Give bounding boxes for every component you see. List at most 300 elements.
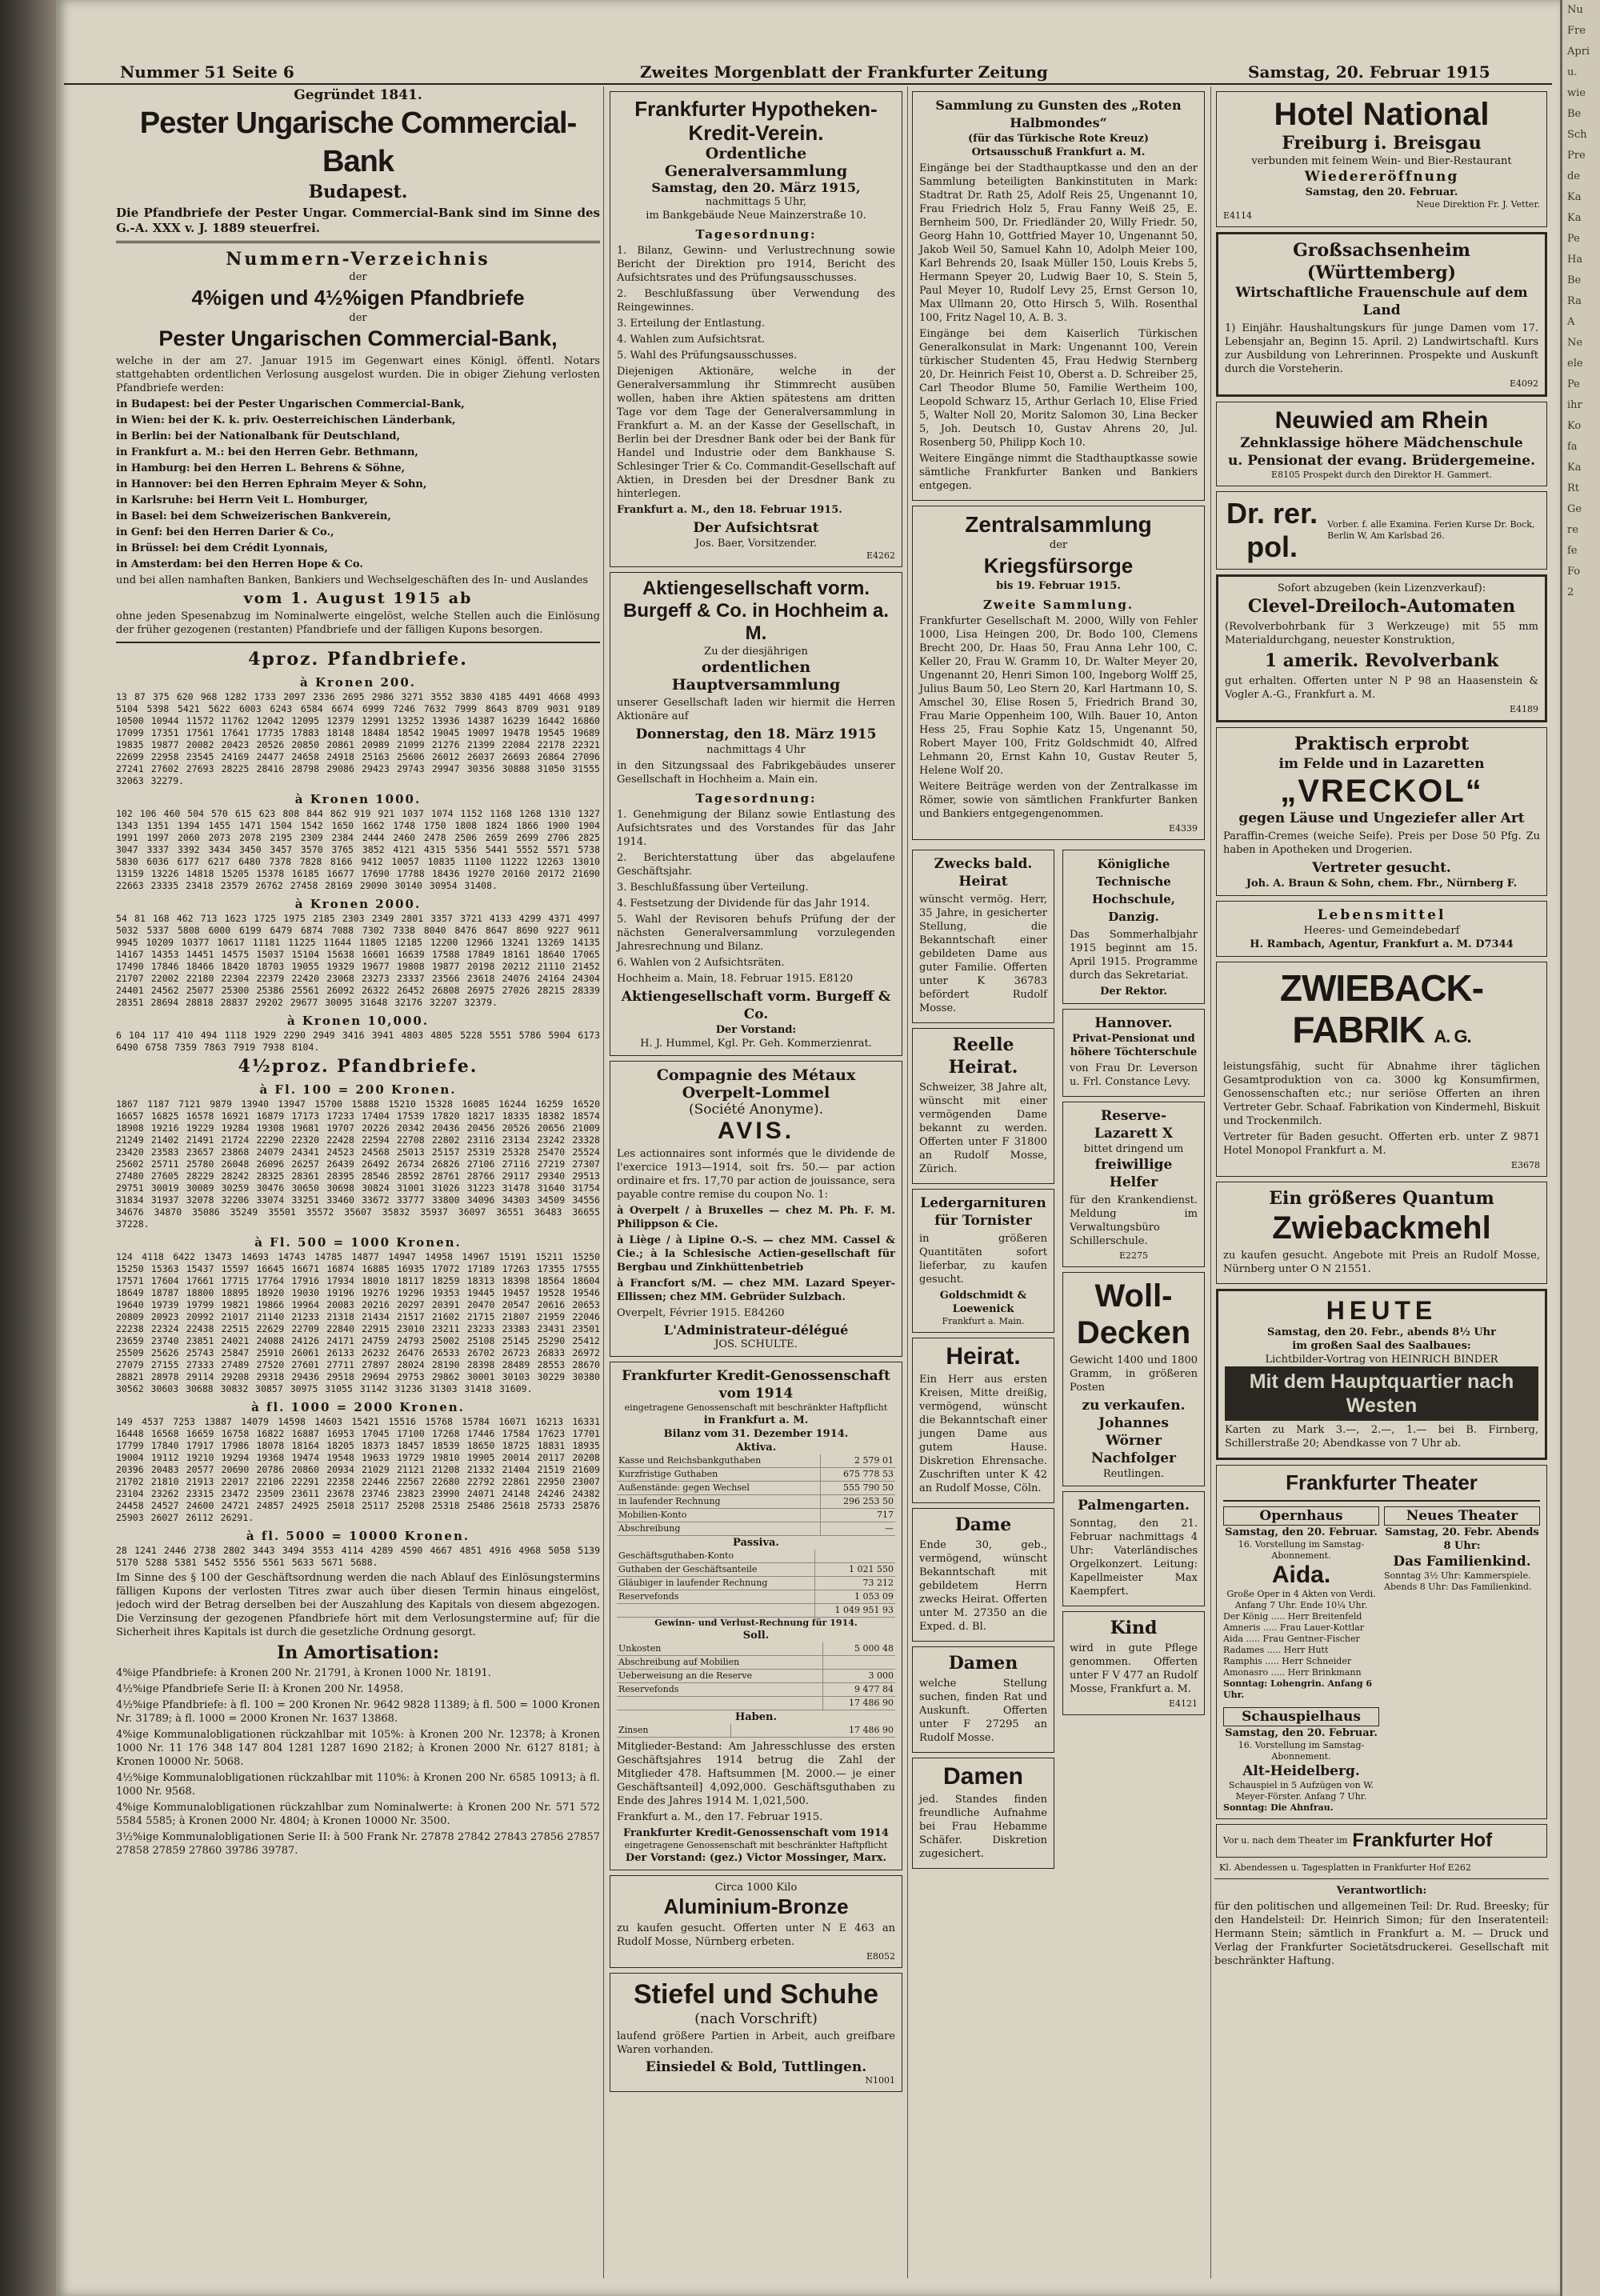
amortisation-line: 4½%ige Kommunalobligationen rückzahlbar mit 110%: à Kronen 200 Nr. 6585 10913; à fl. 1000 Nr. 9568. [116, 1771, 600, 1798]
ad-title: Woll-Decken [1076, 1278, 1191, 1350]
agenda-title: Tagesordnung: [695, 791, 817, 806]
ad-heute-vortrag [1216, 1289, 1547, 1460]
ad-subtitle: (nach Vorschrift) [694, 2010, 818, 2027]
ad-title: Damen [942, 1763, 1024, 1790]
ad-text: Vor u. nach dem Theater im [1223, 1834, 1348, 1846]
amortisation-list [116, 1666, 600, 1858]
ad-der: der [1049, 539, 1068, 551]
ad-code: E8105 [1271, 470, 1301, 480]
row-amount: 555 790 50 [820, 1482, 895, 1495]
ad-code: E3678 [1510, 1160, 1540, 1170]
ad-text: Ein Herr aus ersten Kreisen, Mitte dreißig, vermögend, wünscht die Bekanntschaft einer jungen Dame aus gutem Hause. Diskretion Ehrensache. Zuschriften unter K 42 an Rudolf Mosse, Cöln. [919, 1374, 1047, 1494]
payment-place: à Liège / à Lipine O.-S. — chez MM. Cassel & Cie.; à la Schlesische Actien-gesellschaft für Bergbau und Zinkhüttenbetrieb [617, 1234, 895, 1274]
next-page-fragment: 2 [1567, 586, 1574, 598]
amortisation-title: In Amortisation: [276, 1642, 440, 1663]
ad-text: (Revolverbohrbank für 3 Werkzeuge) mit 55 mm Materialdurchgang, neuester Konstruktion, [1225, 621, 1538, 646]
ad-subtitle [1214, 1862, 1549, 1874]
ad-title: Zwiebackmehl [1272, 1210, 1491, 1246]
ad-subtitle: Wirtschaftliche Frauenschule auf dem Land [1235, 285, 1528, 318]
title-suffix: A. G. [1434, 1026, 1471, 1046]
schauspielhaus-text: Schauspiel in 5 Aufzügen von W. Meyer-Förster. Anfang 7 Uhr. [1228, 1779, 1374, 1802]
ad-time: nachmittags 5 Uhr, [705, 196, 807, 208]
ad-title: Großsachsenheim (Württemberg) [1293, 240, 1470, 283]
sign-date: Hochheim a. Main, 18. Februar 1915. [617, 973, 816, 985]
ad-title [1223, 967, 1540, 1058]
ad-dr-rer-pol [1216, 491, 1547, 570]
next-page-fragment: Pre [1567, 150, 1586, 162]
ad-text: Vertreter für Baden gesucht. Offerten erb. unter Z 9871 Hotel Monopol Frankfurt a. M. [1223, 1131, 1540, 1157]
ad-reopening: Wiedereröffnung [1304, 169, 1459, 185]
table-row [617, 1604, 895, 1618]
ad-title: Königliche Technische Hochschule, Danzig. [1091, 857, 1176, 924]
ad-subtitle: Privat-Pensionat und höhere Töchterschule [1070, 1033, 1198, 1058]
denomination-label: à fl. 1000 = 2000 Kronen. [251, 1399, 465, 1414]
sign-date: Overpelt, Février 1915. [617, 1307, 741, 1319]
next-page-fragment: Be [1567, 274, 1582, 286]
ad-title: HEUTE [1326, 1296, 1438, 1325]
agenda-item: 5. Wahl der Revisoren behufs Prüfung der der nächsten Generalversammlung vorzulegenden Jahresrechnung und Bilanz. [617, 914, 895, 953]
ad-text: Paraffin-Cremes (weiche Seife). Preis per Dose 50 Pfg. Zu haben in Apotheken und Drogerien. [1223, 830, 1540, 856]
next-page-fragment: Pe [1567, 378, 1580, 390]
ad-sign: Aktiengesellschaft vorm. Burgeff & Co. [621, 989, 891, 1022]
next-page-fragment: fe [1567, 545, 1578, 557]
founded-line: Gegründet 1841. [294, 87, 422, 103]
ad-code: E4339 [1168, 823, 1198, 834]
ad-date: bis 19. Februar 1915. [996, 580, 1121, 592]
newspaper-title: Zweites Morgenblatt der Frankfurter Zeitung [640, 62, 1048, 82]
payment-place: in Budapest: bei der Pester Ungarischen Commercial-Bank, [116, 398, 465, 410]
ad-code: E2275 [1118, 1250, 1149, 1261]
ad-note: Mitglieder-Bestand: Am Jahresschlusse des ersten Geschäftsjahres 1914 betrug die Zahl der Mitglieder 478. Haftsummen [M. 2000.— je einer Geschäftsanteil] 4,092,000. Geschäftsguthaben zu Ende des Jahres 1914 M. 1,021,500. [617, 1741, 895, 1807]
ad-subtitle: (Société Anonyme). [688, 1102, 824, 1118]
ad-hypotheken-verein [610, 91, 902, 567]
passiva-label: Passiva. [733, 1537, 779, 1549]
section-4-title: 4proz. Pfandbriefe. [248, 648, 468, 670]
ad-title: Clevel-Dreiloch-Automaten [1247, 596, 1516, 617]
aktiva-label: Aktiva. [735, 1442, 777, 1454]
agenda-item: 4. Wahlen zum Aufsichtsrat. [617, 334, 766, 346]
list-der-2: der [349, 312, 367, 324]
row-amount: 2 579 01 [820, 1454, 895, 1468]
ad-title: Frankfurter Kredit-Genossenschaft vom 1914 [622, 1368, 890, 1402]
ad-text: gegen Läuse und Ungeziefer aller Art [1238, 810, 1525, 826]
ad-text: Prospekt durch den Direktor H. Gammert. [1302, 470, 1492, 480]
row-label: Kasse und Reichsbankguthaben [617, 1454, 820, 1468]
payment-places [617, 1204, 895, 1304]
hof-sub: Kl. Abendessen u. Tagesplatten in Frankfurter Hof [1219, 1862, 1446, 1873]
ad-title: Frankfurter Hof [1352, 1829, 1493, 1851]
from-date: vom 1. August 1915 ab [243, 590, 473, 607]
ad-heirat [912, 850, 1054, 1023]
ad-ledergarnituren [912, 1189, 1054, 1333]
next-page-fragment: Nu [1567, 4, 1583, 16]
number-list: 149 4537 7253 13887 14079 14598 14603 15421 15516 15768 15784 16071 16213 16331 16448 16568 16659 16758 16822 16887 16953 17045 17100 17268 17446 17584 17623 17701 17799 17840 17917 17986 18078 18164 18205 18373 18457 18539 18650 18725 18831 18935 19004 19112 19210 19294 19368 19474 19548 19633 19729 19810 19905 20014 20117 20208 20396 20483 20577 20690 20786 20860 20934 21029 21121 21208 21332 21404 21519 21609 21702 21810 21913 22017 22106 22291 22358 22446 22567 22680 22792 22861 22950 23007 23104 23262 23315 23472 23509 23611 23678 23746 23823 23990 24071 24148 24246 24382 24458 24527 24600 24721 24857 24925 25018 25117 25208 25318 25486 25618 25733 25876 25903 26027 26112 26291. [116, 1415, 600, 1523]
ad-title: Stiefel und Schuhe [633, 1979, 879, 2010]
ad-dame [912, 1508, 1054, 1642]
ad-sign-date [617, 972, 895, 986]
ad-title: Palmengarten. [1078, 1498, 1190, 1514]
ad-code: D7344 [1475, 938, 1514, 950]
table-row [617, 1522, 895, 1536]
ad-zentralsammlung [912, 506, 1205, 840]
ad-title: Zwecks bald. Heirat [934, 856, 1033, 890]
passiva-table [617, 1550, 895, 1618]
ad-hannover [1062, 1009, 1205, 1097]
ad-title: Reelle Heirat. [948, 1034, 1018, 1078]
row-amount: 17 486 90 [731, 1724, 895, 1738]
payment-place: in Brüssel: bei dem Crédit Lyonnais, [116, 542, 328, 554]
ad-automaten [1216, 574, 1547, 722]
bank-city: Budapest. [308, 182, 408, 202]
ad-body: Eingänge bei der Stadthauptkasse und den an der Sammlung beteiligten Bankinstituten in Mark: Stadtrat Dr. Rath 25, Adolf Reis 25, Ungenannt 10, Frau Friedrich Holz 5, Frau Fanny Weiß 25, E. Bernheim 500, Dr. Friedländer 20, Willy Friedr. 50, Georg Hahn 10, Gottfried Mayer 10, Ungenannt 50, Jakob Weil 50, Samuel Kahn 10, Adolph Meier 100, Karl Behrends 20, Isaak Müller 150, Louis Krebs 5, Hermann Speyer 20, Ludwig Baer 10, S. Stein 5, Paul Meyer 10, Rudolf Levy 25, Ernst Gerson 10, Max Ullmann 20, Otto Hirsch 5, Wilh. Rosenthal 100, Fritz Nagel 10, A. B. 3. [919, 162, 1198, 324]
ad-aluminium [610, 1875, 902, 1968]
table-row [617, 1482, 895, 1495]
list-title: Nummern-Verzeichnis [226, 249, 490, 270]
number-list: 102 106 460 504 570 615 623 808 844 862 919 921 1037 1074 1152 1168 1268 1310 1327 1343 1351 1394 1455 1471 1504 1542 1650 1662 1748 1750 1808 1824 1866 1900 1904 1991 1997 2060 2073 2078 2195 2309 2384 2444 2460 2478 2506 2659 2699 2706 2825 3047 3337 3392 3434 3450 3457 3570 3765 3852 4121 4315 5356 5441 5552 5571 5738 5830 6036 6177 6217 6480 7378 7828 8166 9412 10057 10835 11100 11222 12263 13010 13159 13226 14818 15205 15378 16185 16677 17690 17788 18436 19270 20160 20172 21690 22663 23335 23418 23579 26762 27458 28169 29090 30140 30954 31408. [116, 807, 600, 891]
ad-sign-board: Der Vorstand: (gez.) Victor Mossinger, Marx. [625, 1852, 887, 1864]
row-amount [814, 1550, 895, 1563]
payment-place: à Overpelt / à Bruxelles — chez M. Ph. F. M. Philippson & Cie. [617, 1205, 895, 1230]
ad-place: im Bankgebäude Neue Mainzerstraße 10. [646, 210, 866, 222]
agenda-item: 2. Berichterstattung über das abgelaufene Geschäftsjahr. [617, 852, 895, 878]
ad-title: Sammlung zu Gunsten des „Roten Halbmondes“ [935, 98, 1182, 130]
ad-title: Reserve-Lazarett X [1094, 1108, 1174, 1142]
payment-place: in Basel: bei dem Schweizerischen Bankverein, [116, 510, 391, 522]
payment-place: in Frankfurt a. M.: bei den Herren Gebr. Bethmann, [116, 446, 418, 458]
agenda-title: Tagesordnung: [695, 227, 817, 242]
ad-text: gut erhalten. Offerten unter N P 98 an Haasenstein & Vogler A.-G., Frankfurt a. M. [1225, 675, 1538, 701]
ad-title: Damen [948, 1653, 1018, 1674]
ad-owner: Neue Direktion Fr. J. Vetter. [1416, 199, 1540, 210]
next-page-fragment: Ne [1567, 337, 1583, 349]
schauspielhaus-title: Schauspielhaus [1223, 1707, 1379, 1726]
ad-text: von Frau Dr. Leverson u. Frl. Constance Levy. [1070, 1062, 1198, 1088]
table-row [617, 1670, 895, 1683]
bank-heading: Pester Ungarische Commercial-Bank [139, 106, 577, 178]
row-label: Mobilien-Konto [617, 1509, 820, 1522]
next-page-fragment: Ka [1567, 212, 1582, 224]
row-amount: — [820, 1522, 895, 1536]
ad-zwieback-fabrik [1216, 962, 1547, 1177]
ad-kind [1062, 1611, 1205, 1715]
next-page-fragment: Ka [1567, 462, 1582, 474]
row-amount: 3 000 [822, 1670, 895, 1683]
ad-burgeff [610, 572, 902, 1056]
row-label: Gläubiger in laufender Rechnung [617, 1577, 814, 1590]
amortisation-line: 4%ige Pfandbriefe: à Kronen 200 Nr. 21791, à Kronen 1000 Nr. 18191. [116, 1666, 491, 1679]
ad-body: Frankfurter Gesellschaft M. 2000, Willy von Fehler 1000, Lisa Heingen 200, Dr. Bodo 100, Clemens Brecht 200, Dr. Haas 50, Frau Anna Lehr 100, C. Keller 20, Frau W. Gramm 10, Dr. Walter Meyer 20, Ungenannt 20, Henri Simon 100, Ingeborg Wolff 25, Julius Baum 50, Leo Stern 20, Karl Hartmann 10, S. Amschel 30, Elise Rosen 5, Friedrich Brand 30, Frau Marie Oppenheim 100, Wilh. Bauer 10, Anton Hess 25, Frau Sophie Katz 15, Ungenannt 50, Robert Mayer 100, Fritz Goldschmidt 40, Alfred Lehmann 20, Ernst Kahn 10, Gustav Reuter 5, Helene Wolf 20. [919, 615, 1198, 777]
table-row [617, 1509, 895, 1522]
opernhaus-date: Samstag, den 20. Februar. [1225, 1526, 1378, 1538]
schauspielhaus-date: Samstag, den 20. Februar. [1225, 1726, 1378, 1739]
ad-code: E4092 [1509, 378, 1538, 389]
next-page-fragment: re [1567, 524, 1578, 536]
issue-date: Samstag, 20. Februar 1915 [1248, 62, 1490, 82]
next-page-fragment: fa [1567, 441, 1578, 453]
theater-grid [1223, 1506, 1540, 1814]
table-row [617, 1577, 895, 1590]
list-bank: Pester Ungarischen Commercial-Bank, [158, 326, 558, 350]
ad-sign: L'Administrateur-délégué [663, 1322, 849, 1338]
ad-top: Praktisch erprobt [1294, 734, 1470, 754]
payment-place: in Amsterdam: bei den Herren Hope & Co. [116, 558, 363, 570]
ad-text: unserer Gesellschaft laden wir hiermit die Herren Aktionäre auf [617, 697, 895, 722]
ad-title: Aktiengesellschaft vorm. Burgeff & Co. in Hochheim a. M. [622, 578, 889, 644]
ad-text: Heeres- und Gemeindebedarf [1303, 925, 1460, 937]
table-row [617, 1642, 895, 1656]
denomination-label: à Kronen 10,000. [286, 1013, 430, 1028]
row-amount: 17 486 90 [822, 1697, 895, 1710]
ad-top: Ein größeres Quantum [1269, 1188, 1494, 1209]
ad-text: Sonntag, den 21. Februar nachmittags 4 Uhr: Vaterländisches Orgelkonzert. Leitung: Kapellmeister Max Kaempfert. [1070, 1518, 1198, 1598]
ad-title-2: Kriegsfürsorge [983, 554, 1134, 578]
ad-damen [912, 1646, 1054, 1753]
schauspielhaus-play: Alt-Heidelberg. [1242, 1762, 1360, 1779]
row-amount: 1 021 550 [814, 1563, 895, 1577]
ad-text: zu kaufen gesucht. Offerten unter N E 463 an Rudolf Mosse, Nürnberg erbeten. [617, 1922, 895, 1948]
row-amount: 675 778 53 [820, 1468, 895, 1482]
small-ads-row [910, 845, 1206, 1874]
ad-subtitle: ordentlichen Hauptversammlung [671, 658, 841, 694]
ad-sign-sub: eingetragene Genossenschaft mit beschränkter Haftpflicht [624, 1840, 888, 1850]
table-row [617, 1550, 895, 1563]
ad-sign-date: Frankfurt a. M., den 18. Februar 1915. [617, 504, 842, 516]
column-rule [907, 86, 908, 2278]
ad-subtitle: Zweite Sammlung. [982, 598, 1134, 612]
ad-title: Kind [1110, 1618, 1158, 1638]
ad-subtitle: verbunden mit feinem Wein- und Bier-Restaurant [1251, 155, 1512, 167]
ad-text: Les actionnaires sont informés que le dividende de l'exercice 1913—1914, soit frs. 50.— par action ordinaire et frs. 17,70 par action de jouissance, sera payable contre remise du coupon No. 1: [617, 1148, 895, 1201]
opernhaus-sub: 16. Vorstellung im Samstag-Abonnement. [1238, 1538, 1365, 1561]
row-amount: 5 000 48 [822, 1642, 895, 1656]
ad-subtitle-2: Vertreter gesucht. [1312, 860, 1451, 876]
ad-hochschule [1062, 850, 1205, 1004]
aktiva-table [617, 1454, 895, 1536]
ad-text: in größeren Quantitäten sofort lieferbar, zu kaufen gesucht. [919, 1233, 1047, 1286]
ad-title: Dame [954, 1514, 1012, 1535]
next-page-fragment: Fo [1567, 566, 1581, 578]
ad-title: Heirat. [946, 1343, 1021, 1370]
from-text: ohne jeden Spesenabzug im Nominalwerte eingelöst, welche Stellen auch die Einlösung der früher gezogenen (restanten) Pfandbriefe und der fälligen Kupons besorgen. [116, 610, 600, 636]
opernhaus-title: Opernhaus [1223, 1506, 1379, 1526]
agenda-list [617, 244, 895, 362]
row-amount: 9 477 84 [822, 1683, 895, 1697]
ad-subtitle: 1 amerik. Revolverbank [1264, 650, 1499, 671]
book-binding-edge [0, 0, 56, 2296]
row-amount: 1 053 09 [814, 1590, 895, 1604]
ad-palmengarten [1062, 1491, 1205, 1606]
row-label: Reservefonds [617, 1683, 822, 1697]
ad-lebensmittel [1216, 901, 1547, 957]
ad-subtitle: im Felde und in Lazaretten [1278, 756, 1485, 772]
number-list: 28 1241 2446 2738 2802 3443 3494 3553 4114 4289 4590 4667 4851 4916 4968 5058 5139 5170 5288 5381 5452 5556 5561 5633 5671 5688. [116, 1544, 600, 1568]
next-page-fragment: Apri [1567, 46, 1590, 58]
agenda-item: 3. Beschlußfassung über Verteilung. [617, 882, 809, 894]
amortisation-line: 4%ige Kommunalobligationen rückzahlbar mit 105%: à Kronen 200 Nr. 12378; à Kronen 1000 Nr. 11 176 348 147 804 1281 1287 1690 2182; à Kronen 2000 Nr. 6127 8181; à Kronen 10000 Nr. 5068. [116, 1728, 600, 1768]
denomination-label: à Fl. 100 = 200 Kronen. [259, 1082, 457, 1097]
number-list: 54 81 168 462 713 1623 1725 1975 2185 2303 2349 2801 3357 3721 4133 4299 4371 4997 5032 5337 5808 6000 6199 6479 6874 7088 7302 7338 8040 8476 8647 8690 9227 9611 9945 10209 10377 10617 11181 11225 11644 11805 12185 12200 12966 13241 13269 14135 14167 14353 14451 14575 15037 15104 15638 16601 16639 17588 17849 18161 18640 17065 17490 17846 18466 18420 18703 19055 19329 19677 19808 19877 20198 20212 21110 21452 21707 22002 22180 22304 22379 22420 23068 23273 23337 23566 23618 24076 24164 24304 24401 24562 25077 25300 25386 25561 26092 26322 26452 26808 26975 27026 28215 28339 28351 28694 28818 28837 29202 29677 30095 31648 32176 32207 32379. [116, 912, 600, 1008]
next-page-fragment: u. [1567, 66, 1578, 78]
payment-place: in Hamburg: bei den Herren L. Behrens & Söhne, [116, 462, 406, 474]
ad-body: Eingänge bei dem Kaiserlich Türkischen Generalkonsulat in Mark: Ungenannt 100, Verein türkischer Studenten 45, Frau Hedwig Sternberg 20, Dr. Heinrich Feist 10, Oberst a. D. Schreiber 25, Carl Theodor Blume 50, Familie Wertheim 100, Leopold Schwarz 15, Arthur Gerlach 10, Elise Fried 5, Walter Noll 20, Moritz Salomon 30, Lina Becker 5, Joh. Deutsch 10, Gustav Ahrens 20, Jul. Rosenberg 50, Philipp Koch 10. [919, 328, 1198, 449]
ad-subtitle: für Tornister [934, 1213, 1032, 1229]
ad-hotel-national [1216, 91, 1547, 227]
ad-city: Freiburg i. Breisgau [1282, 133, 1482, 154]
ad-subtitle: Zehnklassige höhere Mädchenschule [1240, 435, 1523, 451]
payment-place: à Francfort s/M. — chez MM. Lazard Speyer-Ellissen; chez MM. Gebrüder Sulzbach. [617, 1278, 895, 1303]
agenda-item: 5. Wahl des Prüfungsausschusses. [617, 350, 798, 362]
intro-text: Die Pfandbriefe der Pester Ungar. Commercial-Bank sind im Sinne des G.-A. XXX v. J. 1889 steuerfrei. [116, 206, 600, 235]
next-page-fragment: Fre [1567, 25, 1586, 37]
next-page-fragment: Sch [1567, 129, 1587, 141]
ad-sign-date [617, 1306, 895, 1320]
ad-text [1223, 470, 1540, 481]
ad-zwiebackmehl [1216, 1182, 1547, 1284]
table-row [617, 1656, 895, 1670]
row-label: Reservefonds [617, 1590, 814, 1604]
table-row [617, 1454, 895, 1468]
ad-code: E8052 [866, 1951, 895, 1962]
amortisation-note: Im Sinne des § 100 der Geschäftsordnung werden die nach Ablauf des Einlösungstermins fälligen Kupons der verlosten Titres zwar auch über diesen Termin hinaus eingelöst, jedoch wird der Betrag derselben bei der Auszahlung des Kapitals von diesem abgezogen. Die Verzinsung der gezogenen Pfandbriefe hört mit dem Verlosungstermine auf; für die Sicherheit ihres Kapitals ist durch die gesetzliche Ordnung gesorgt. [116, 1571, 600, 1638]
ad-top: Circa 1000 Kilo [714, 1882, 798, 1894]
ad-subtitle: eingetragene Genossenschaft mit beschränkter Haftpflicht [624, 1402, 888, 1413]
row-label: Guthaben der Geschäftsanteile [617, 1563, 814, 1577]
ad-sign: Der Aufsichtsrat [693, 520, 819, 536]
row-label [617, 1604, 814, 1618]
opernhaus-sunday: Sonntag: Lohengrin. Anfang 6 Uhr. [1223, 1678, 1373, 1700]
next-page-fragment: Ko [1567, 420, 1582, 432]
ad-wolldecken [1062, 1272, 1205, 1486]
next-page-fragment: wie [1567, 87, 1586, 99]
row-label: Zinsen [617, 1724, 731, 1738]
imprint-text: für den politischen und allgemeinen Teil: Dr. Rud. Breesky; für den Handelsteil: Dr. Heinrich Simon; für den Inseratenteil: Hermann Stein; sämtlich in Frankfurt a. M. — Druck und Verlag der Frankfurter Societätsdruckerei. Gesellschaft mit beschränkter Haftung. [1214, 1901, 1549, 1967]
ad-sign-date: Frankfurt a. M., den 17. Februar 1915. [617, 1811, 823, 1823]
ad-title: Hotel National [1274, 97, 1490, 132]
row-label: Ueberweisung an die Reserve [617, 1670, 822, 1683]
row-label: Geschäftsguthaben-Konto [617, 1550, 814, 1563]
theater-heading: Frankfurter Theater [1286, 1470, 1478, 1494]
agenda-item: 3. Erteilung der Entlastung. [617, 318, 766, 330]
next-page-fragment: Ka [1567, 191, 1582, 203]
column-3-collections [910, 86, 1206, 1874]
ad-date: Samstag, den 20. Febr., abends 8½ Uhr [1267, 1326, 1496, 1338]
imprint-title: Verantwortlich: [1336, 1885, 1427, 1897]
ad-text: für den Krankendienst. Meldung im Verwaltungsbüro Schillerschule. [1070, 1194, 1198, 1247]
ad-subtitle: Mit dem Hauptquartier nach Westen [1225, 1366, 1538, 1421]
ad-stiefel [610, 1973, 902, 2092]
denomination-label: à Kronen 200. [300, 674, 416, 690]
issue-number: Nummer 51 Seite 6 [120, 62, 294, 82]
amortisation-line: 4½%ige Pfandbriefe Serie II: à Kronen 200 Nr. 14958. [116, 1682, 404, 1695]
column-2-notices [608, 86, 904, 2097]
row-label: in laufender Rechnung [617, 1495, 820, 1509]
number-list: 124 4118 6422 13473 14693 14743 14785 14877 14947 14958 14967 15191 15211 15250 15250 15363 15437 15597 16645 16671 16874 16885 16935 17072 17189 17263 17355 17555 17571 17604 17661 17715 17764 17916 17934 18010 18117 18259 18313 18398 18564 18604 18649 18787 18800 18895 18920 19030 19196 19276 19296 19353 19445 19457 19528 19546 19640 19739 19799 19821 19866 19964 20083 20216 20297 20391 20470 20547 20616 20653 20809 20923 20992 21017 21140 21233 21318 21434 21517 21602 21715 21807 21959 22046 22238 22324 22438 22515 22629 22709 22840 22915 23010 23211 23233 23383 23431 23501 23659 23740 23851 24021 24088 24126 24171 24759 24793 25002 25108 25145 25290 25412 25509 25626 25743 25847 25910 26061 26133 26232 26476 26533 26702 26723 26833 26972 27079 27155 27333 27489 27520 27601 27711 27897 28024 28190 28398 28489 28553 28670 28821 28978 29114 29208 29318 29436 29518 29694 29753 29862 30001 30103 30229 30380 30562 30603 30688 30832 30857 30975 31055 31142 31236 31303 31418 31609. [116, 1250, 600, 1394]
ad-neuwied [1216, 402, 1547, 486]
table-row [617, 1683, 895, 1697]
ad-text: jed. Standes finden freundliche Aufnahme bei Frau Hebamme Schäfer. Diskretion zugesichert. [919, 1794, 1047, 1860]
ad-text: welche Stellung suchen, finden Rat und Auskunft. Offerten unter F 27295 an Rudolf Mosse. [919, 1678, 1047, 1744]
gv-label: Gewinn- und Verlust-Rechnung für 1914. [654, 1618, 858, 1628]
agenda-item: 6. Wahlen von 2 Aufsichtsräten. [617, 957, 785, 969]
payment-place: in Genf: bei den Herren Darier & Co., [116, 526, 334, 538]
ad-roter-halbmond [912, 91, 1205, 501]
next-page-fragment: ihr [1567, 399, 1582, 411]
masthead [64, 62, 1552, 85]
ad-code: E4189 [1509, 704, 1538, 714]
ad-damen-2 [912, 1758, 1054, 1869]
next-page-fragment: Ra [1567, 295, 1582, 307]
schauspielhaus-sunday: Sonntag: Die Ahnfrau. [1223, 1802, 1334, 1813]
ad-subtitle-2: u. Pensionat der evang. Brüdergemeine. [1228, 453, 1535, 469]
ad-code: E262 [1447, 1862, 1471, 1873]
ad-firm: Joh. A. Braun & Sohn, chem. Fbr., Nürnberg F. [1246, 878, 1518, 890]
neues-theater-sunday: Sonntag 3½ Uhr: Kammerspiele. Abends 8 Uhr: Das Familienkind. [1384, 1570, 1532, 1592]
table-row [617, 1495, 895, 1509]
ad-date: Samstag, den 20. März 1915, [651, 180, 861, 195]
ad-subtitle: bittet dringend um [1083, 1143, 1184, 1155]
ad-talk: Lichtbilder-Vortrag von HEINRICH BINDER [1265, 1354, 1498, 1366]
ad-text: wird in gute Pflege genommen. Offerten unter F V 477 an Rudolf Mosse, Frankfurt a. M. [1070, 1642, 1198, 1695]
row-amount: 296 253 50 [820, 1495, 895, 1509]
ad-title: Zentralsammlung [965, 512, 1152, 537]
ad-text: zu kaufen gesucht. Angebote mit Preis an Rudolf Mosse, Nürnberg unter O N 21551. [1223, 1250, 1540, 1275]
next-page-fragment: Ha [1567, 254, 1583, 266]
ad-city: Reutlingen. [1102, 1468, 1165, 1480]
amortisation-line: 4%ige Kommunalobligationen rückzahlbar zum Nominalwerte: à Kronen 200 Nr. 571 572 5584 5585; à Kronen 2000 Nr. 4804; à Kronen 10000 Nr. 3500. [116, 1801, 600, 1827]
denomination-label: à Fl. 500 = 1000 Kronen. [254, 1234, 462, 1250]
ad-kredit-genossenschaft [610, 1362, 902, 1870]
places-tail: und bei allen namhaften Banken, Bankiers und Wechselgeschäften des In- und Auslandes [116, 574, 589, 586]
ad-code: E8120 [818, 973, 854, 985]
neues-theater-date: Samstag, 20. Febr. Abends 8 Uhr: [1385, 1526, 1539, 1552]
row-amount [822, 1656, 895, 1670]
column-rule [1210, 86, 1211, 2278]
ad-code: E4114 [1223, 210, 1253, 221]
payment-place: in Karlsruhe: bei Herrn Veit L. Homburger, [116, 494, 368, 506]
haben-table [617, 1724, 895, 1738]
denomination-label: à Kronen 2000. [294, 896, 422, 911]
next-page-fragment: ele [1567, 358, 1583, 370]
ad-avis: AVIS. [717, 1118, 795, 1144]
ad-place: im großen Saal des Saalbaues: [1292, 1340, 1471, 1352]
adjacent-page-edge [1560, 0, 1600, 2296]
ad-text: laufend größere Partien in Arbeit, auch greifbare Waren vorhanden. [617, 2030, 895, 2056]
ad-code: E84260 [743, 1307, 785, 1319]
payment-place: in Wien: bei der K. k. priv. Oesterreichischen Länderbank, [116, 414, 456, 426]
ad-date: Donnerstag, den 18. März 1915 [635, 726, 877, 742]
table-row [617, 1697, 895, 1710]
ad-city: Frankfurt a. Main. [942, 1316, 1025, 1326]
ad-price: Karten zu Mark 3.—, 2.—, 1.— bei B. Firnberg, Schillerstraße 20; Abendkasse von 7 Uhr ab. [1225, 1424, 1538, 1450]
row-label: Abschreibung auf Mobilien [617, 1656, 822, 1670]
ad-text: Zu der diesjährigen [704, 646, 808, 658]
list-der: der [349, 271, 367, 283]
number-list: 1867 1187 7121 9879 13940 13947 15700 15888 15210 15328 16085 16244 16259 16520 16657 16825 16578 16921 16879 17173 17233 17404 17539 17820 18217 18335 18382 18574 18908 19216 19229 19284 19308 19681 19707 20226 20342 20436 20456 20526 20656 21009 21249 21402 21491 21724 22290 22320 22428 22594 22708 22802 23116 23134 23242 23328 23420 23583 23657 23868 24079 24341 24523 24568 25013 25157 25319 25328 25470 25524 25602 25711 25780 26048 26096 26257 26439 26492 26734 26826 27106 27116 27219 27307 27480 27605 28229 28242 28325 28361 28395 28546 28592 28761 28766 29117 29340 29513 29751 30019 30089 30259 30476 30650 30698 30824 31001 31026 31223 31478 31640 31754 31834 31937 32078 32206 33074 33251 33460 33672 33777 33800 34096 34303 34509 34556 34676 34870 35086 35249 35501 35572 35607 35832 35937 36097 36551 36483 36655 37228. [116, 1098, 600, 1230]
next-page-fragment: Pe [1567, 233, 1580, 245]
agenda-item: 1. Bilanz, Gewinn- und Verlustrechnung sowie Bericht der Direktion pro 1914, Bericht des Aufsichtsrates und des Prüfungsausschusses. [617, 245, 895, 284]
ad-firm [1223, 938, 1540, 951]
ad-place: in den Sitzungssaal des Fabrikgebäudes unserer Gesellschaft in Hochheim a. Main ein. [617, 760, 895, 786]
firm-name: H. Rambach, Agentur, Frankfurt a. M. [1250, 938, 1472, 950]
ad-title: Dr. rer. pol. [1226, 497, 1318, 563]
ad-sign-name: H. J. Hummel, Kgl. Pr. Geh. Kommerzienrat. [640, 1038, 872, 1050]
next-page-fragment: Rt [1567, 482, 1580, 494]
ad-vreckol [1216, 727, 1547, 896]
column-rule [603, 86, 604, 2278]
agenda-item: 2. Beschlußfassung über Verwendung des Reingewinnes. [617, 288, 895, 314]
haben-label: Haben. [734, 1711, 778, 1723]
ad-title: Frankfurter Hypotheken-Kredit-Verein. [634, 97, 878, 145]
